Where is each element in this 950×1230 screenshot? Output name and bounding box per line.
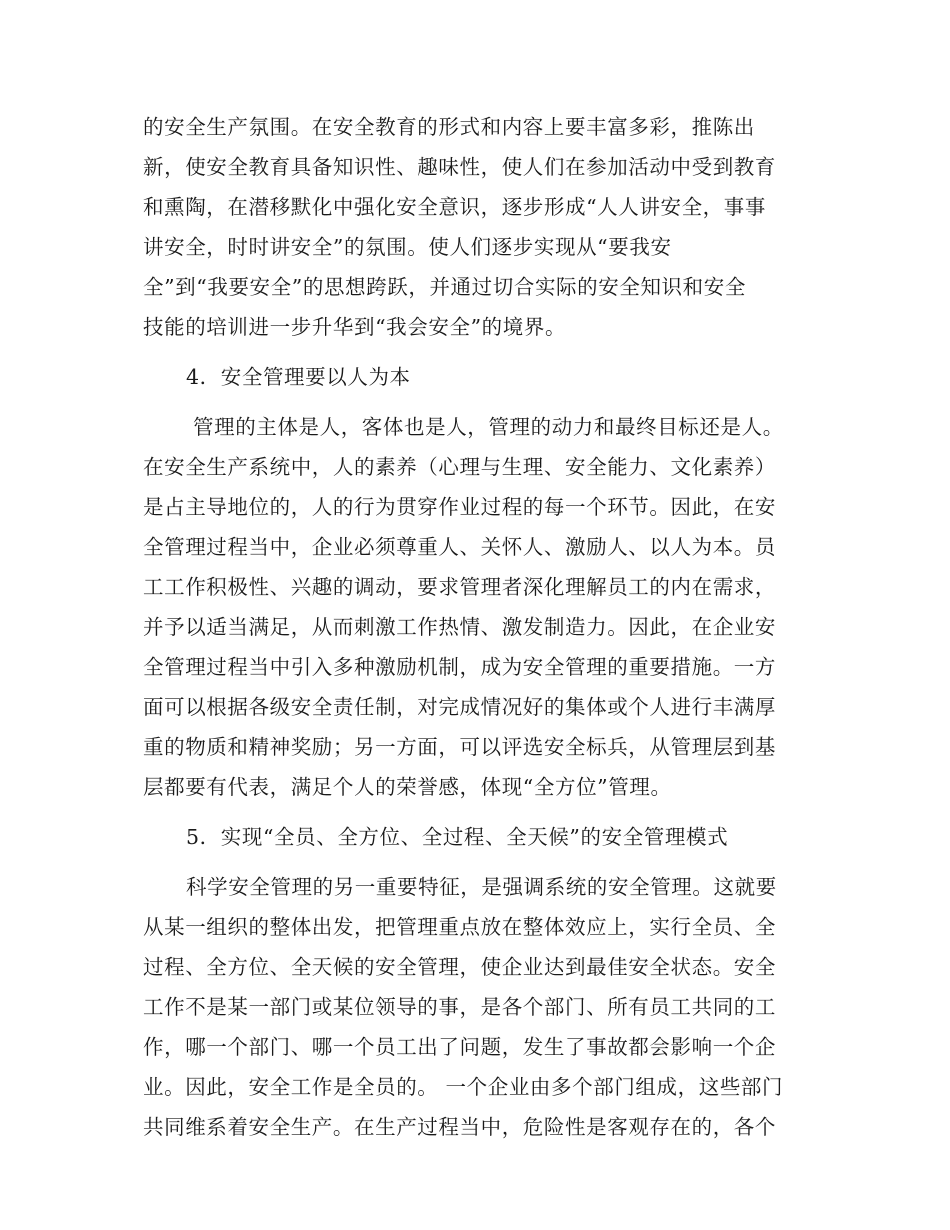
section-heading-4: 4．安全管理要以人为本	[186, 365, 411, 389]
paragraph-line: 和熏陶，在潜移默化中强化安全意识，逐步形成“人人讲安全，事事	[143, 195, 766, 219]
paragraph-line: 科学安全管理的另一重要特征，是强调系统的安全管理。这就要	[186, 875, 777, 899]
paragraph-line: 工作不是某一部门或某位领导的事，是各个部门、所有员工共同的工	[143, 995, 776, 1019]
paragraph-line: 业。因此，安全工作是全员的。 一个企业由多个部门组成，这些部门	[143, 1075, 784, 1099]
paragraph-line: 面可以根据各级安全责任制，对完成情况好的集体或个人进行丰满厚	[143, 695, 776, 719]
paragraph-line: 全管理过程当中，企业必须尊重人、关怀人、激励人、以人为本。员	[143, 535, 776, 559]
paragraph-line: 全管理过程当中引入多种激励机制，成为安全管理的重要措施。一方	[143, 655, 776, 679]
paragraph-line: 在安全生产系统中，人的素养（心理与生理、安全能力、文化素养）	[143, 455, 776, 479]
paragraph-line: 层都要有代表，满足个人的荣誉感，体现“全方位”管理。	[143, 775, 672, 799]
paragraph-line: 的安全生产氛围。在安全教育的形式和内容上要丰富多彩，推陈出	[143, 115, 755, 139]
paragraph-line: 工工作积极性、兴趣的调动，要求管理者深化理解员工的内在需求，	[143, 575, 776, 599]
paragraph-line: 从某一组织的整体出发，把管理重点放在整体效应上，实行全员、全	[143, 915, 776, 939]
paragraph-line: 讲安全，时时讲安全”的氛围。使人们逐步实现从“要我安	[143, 235, 672, 259]
paragraph-line: 管理的主体是人，客体也是人，管理的动力和最终目标还是人。	[193, 415, 784, 439]
paragraph-line: 新，使安全教育具备知识性、趣味性，使人们在参加活动中受到教育	[143, 155, 776, 179]
paragraph-line: 全”到“我要安全”的思想跨跃，并通过切合实际的安全知识和安全	[143, 275, 746, 299]
paragraph-line: 技能的培训进一步升华到“我会安全”的境界。	[143, 315, 567, 339]
paragraph-line: 并予以适当满足，从而刺激工作热情、激发制造力。因此，在企业安	[143, 615, 776, 639]
paragraph-line: 作，哪一个部门、哪一个员工出了问题，发生了事故都会影响一个企	[143, 1035, 776, 1059]
section-heading-5: 5．实现“全员、全方位、全过程、全天候”的安全管理模式	[186, 825, 729, 849]
paragraph-line: 过程、全方位、全天候的安全管理，使企业达到最佳安全状态。安全	[143, 955, 776, 979]
paragraph-line: 共同维系着安全生产。在生产过程当中，危险性是客观存在的，各个	[143, 1115, 776, 1139]
paragraph-line: 是占主导地位的，人的行为贯穿作业过程的每一个环节。因此，在安	[143, 495, 776, 519]
paragraph-line: 重的物质和精神奖励；另一方面，可以评选安全标兵，从管理层到基	[143, 735, 776, 759]
